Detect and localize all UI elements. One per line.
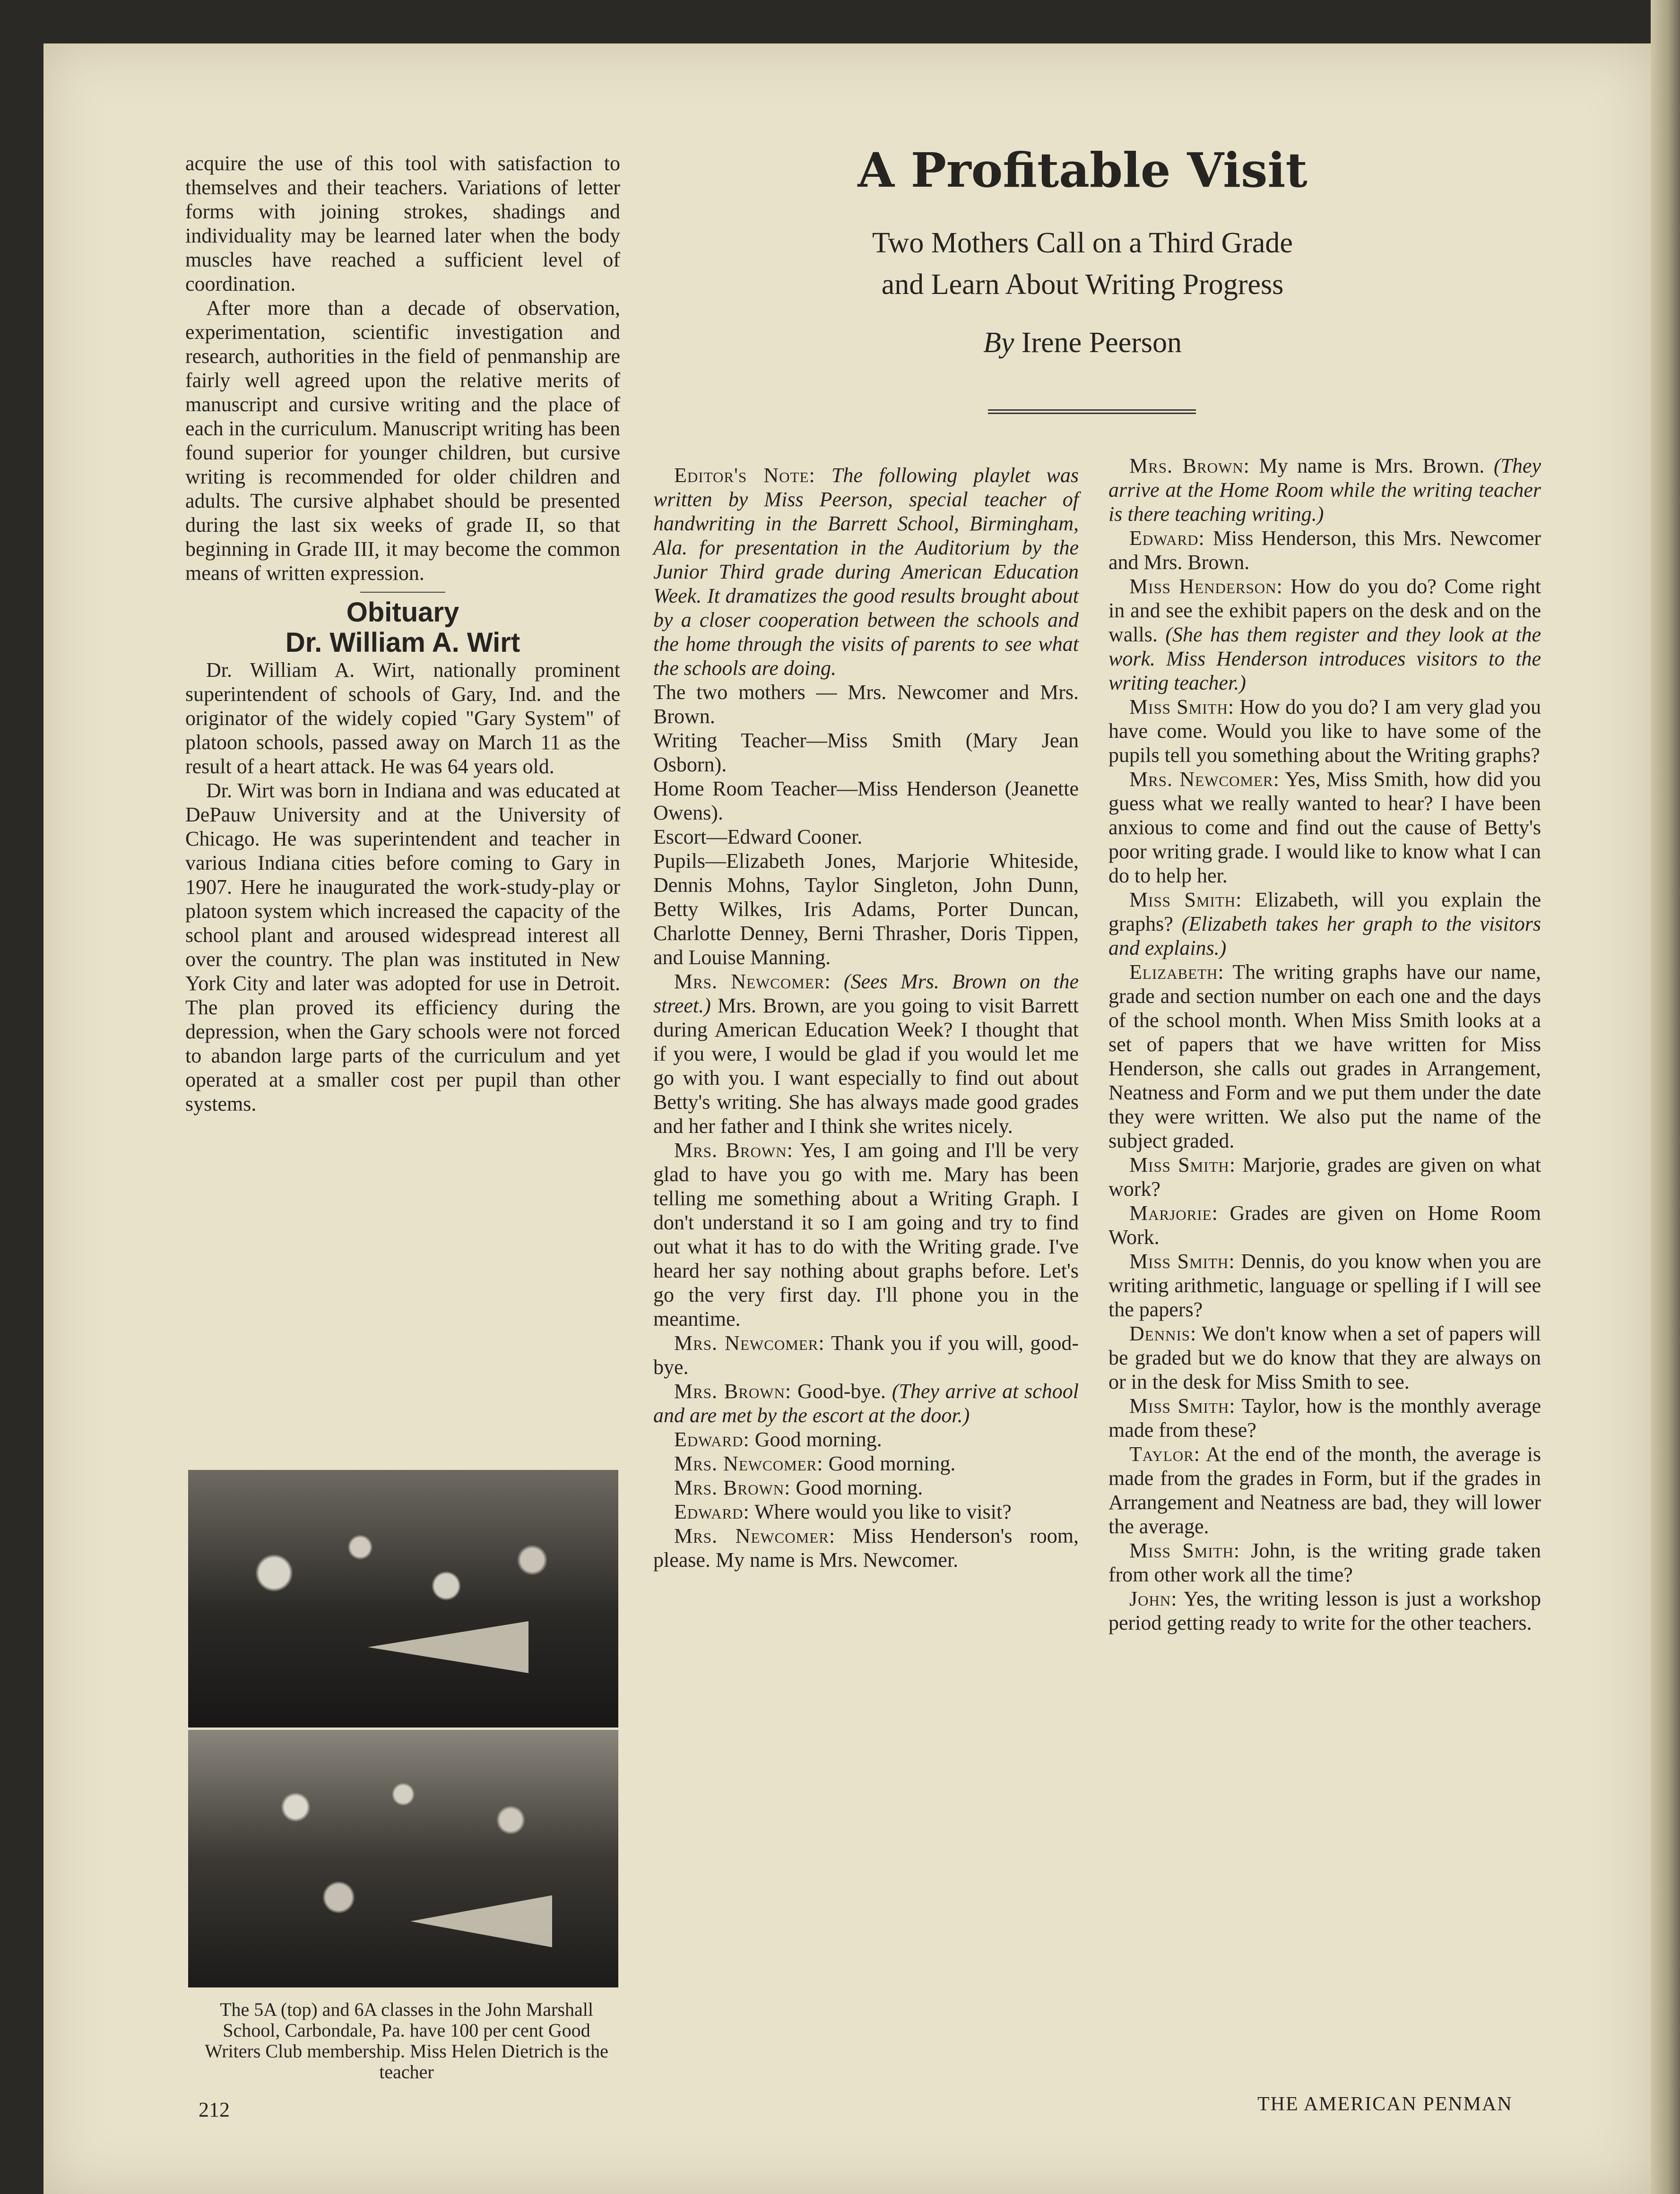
- byline-by: By: [983, 327, 1014, 359]
- dialogue-line: [653, 1379, 1079, 1427]
- dialogue-line: [1108, 1201, 1541, 1249]
- dialogue-text: Yes, Miss Smith, how did you guess what we really wanted to hear? I have been anxious to come and find out the cause of Betty's poor writing grade. I would like to know what I can do to help her.: [1108, 768, 1541, 887]
- dialogue-line: [653, 1138, 1079, 1331]
- speaker: Elizabeth:: [1129, 960, 1224, 984]
- dialogue-text: Good-bye.: [797, 1380, 886, 1403]
- book-spine: [1651, 0, 1680, 2194]
- speaker: Mrs. Newcomer:: [1129, 768, 1280, 791]
- speaker: Taylor:: [1129, 1443, 1201, 1466]
- dialogue-line: [1108, 1153, 1541, 1201]
- speaker: Mrs. Brown:: [674, 1380, 792, 1403]
- speaker: Edward:: [674, 1500, 750, 1523]
- byline-author: Irene Peerson: [1021, 327, 1182, 359]
- left-column: [185, 151, 620, 1116]
- stage-direction: (They arrive at the Home Room while the writing teacher is there teaching writing.): [1108, 454, 1541, 526]
- speaker: Miss Henderson:: [1129, 575, 1283, 598]
- dialogue-line: [653, 1524, 1079, 1572]
- dialogue-line: [1108, 1538, 1541, 1587]
- dialogue-text: John, is the writing grade taken from other work all the time?: [1108, 1539, 1541, 1586]
- speaker: Miss Smith:: [1129, 695, 1235, 718]
- dialogue-line: [1108, 1249, 1541, 1322]
- dialogue-line: [1108, 1442, 1541, 1538]
- dialogue-line: [653, 969, 1079, 1138]
- dialogue-text: Good morning.: [754, 1428, 882, 1451]
- cast-escort: Escort—Edward Cooner.: [653, 825, 863, 848]
- speaker: Edward:: [674, 1428, 750, 1451]
- right-column: [1108, 454, 1541, 1635]
- speaker: Marjorie:: [1129, 1201, 1218, 1225]
- dialogue-line: [653, 1476, 1079, 1500]
- obituary-heading: Obituary: [346, 597, 459, 628]
- cast-home-room-teacher: Home Room Teacher—Miss Henderson (Jeanette Owens).: [653, 777, 1079, 824]
- cast-mothers: The two mothers — Mrs. Newcomer and Mrs. Brown.: [653, 681, 1079, 728]
- dialogue-text: The writing graphs have our name, grade and section number on each one and the days of the school month. When Miss Smith looks at a set of papers that we have written for Miss Henderson, she calls out grades in Arrangement, Neatness and Form and we put them under the date they were written. We also put the name of the subject graded.: [1108, 960, 1541, 1152]
- dialogue-text: We don't know when a set of papers will be graded but we do know that they are always on or in the desk for Miss Smith to see.: [1108, 1322, 1541, 1393]
- dialogue-line: [1108, 1322, 1541, 1394]
- article-title: A Profitable Visit: [857, 142, 1308, 198]
- stage-direction: (She has them register and they look at the work. Miss Henderson introduces visitors to the writing teacher.): [1108, 623, 1541, 694]
- dialogue-text: Where would you like to visit?: [754, 1500, 1012, 1523]
- dialogue-text: Yes, I am going and I'll be very glad to have you go with me. Mary has been telling me something about a Writing Graph. I don't understand it so I am going and try to find out what it has to do with the Writing grade. I've heard her say nothing about graphs before. Let's go the very first day. I'll phone you in the meantime.: [653, 1139, 1079, 1330]
- editors-note-text: The following playlet was written by Miss Peerson, special teacher of handwriting in the Barrett School, Birmingham, Ala. for presentation in the Auditorium by the Junior Third grade during American Education Week. It dramatizes the good results brought about by a closer cooperation between the schools and the home through the visits of parents to see what the schools are doing.: [653, 464, 1079, 680]
- speaker: Mrs. Brown:: [674, 1139, 793, 1162]
- dialogue-text: Dennis, do you know when you are writing arithmetic, language or spelling if I will see the papers?: [1108, 1250, 1541, 1321]
- dialogue-line: [1108, 526, 1541, 574]
- class-photo-6a: [188, 1730, 618, 1987]
- page-number: 212: [199, 2098, 230, 2121]
- dialogue-line: [653, 1451, 1079, 1476]
- dialogue-text: Miss Henderson's room, please. My name is Mrs. Newcomer.: [653, 1524, 1079, 1572]
- stage-direction: (They arrive at school and are met by the escort at the door.): [653, 1380, 1079, 1427]
- subtitle-line-1: Two Mothers Call on a Third Grade: [872, 227, 1293, 259]
- speaker: Mrs. Brown:: [674, 1476, 791, 1499]
- speaker: Mrs. Newcomer:: [674, 970, 831, 993]
- dialogue-text: Grades are given on Home Room Work.: [1108, 1201, 1541, 1249]
- editors-note: [653, 463, 1079, 680]
- article-subtitle: [775, 222, 1390, 305]
- dialogue-text: At the end of the month, the average is made from the grades in Form, but if the grades in Arrangement and Neatness are bad, they will lower the average.: [1108, 1443, 1541, 1538]
- dialogue-line: [653, 1500, 1079, 1524]
- title-rule: [988, 409, 1196, 414]
- pennant-graphic: [368, 1621, 528, 1673]
- speaker: Miss Smith:: [1129, 1153, 1236, 1176]
- dialogue-text: How do you do? I am very glad you have come. Would you like to have some of the pupils tell you something about the Writing graphs?: [1108, 695, 1541, 767]
- dialogue-line: [653, 1427, 1079, 1451]
- dialogue-line: [1108, 960, 1541, 1153]
- dialogue-line: [653, 1331, 1079, 1379]
- stage-direction: (Elizabeth takes her graph to the visitors and explains.): [1108, 912, 1541, 959]
- speaker: Miss Smith:: [1129, 1394, 1236, 1417]
- obituary-rule: [360, 592, 445, 593]
- penmanship-paragraph-2: After more than a decade of observation, experimentation, scientific investigation and research, authorities in the field of penmanship are fairly well agreed upon the relative merits of manuscript and cursive writing and the place of each in the curriculum. Manuscript writing has been found superior for younger children, but cursive writing is recommended for older children and adults. The cursive alphabet should be presented during the last six weeks of grade II, so that beginning in Grade III, it may become the common means of written expression.: [185, 296, 620, 585]
- speaker: Miss Smith:: [1129, 888, 1242, 911]
- dialogue-text: Taylor, how is the monthly average made from these?: [1108, 1394, 1541, 1442]
- dialogue-text: How do you do? Come right in and see the exhibit papers on the desk and on the walls.: [1108, 575, 1541, 646]
- speaker: Miss Smith:: [1129, 1250, 1235, 1273]
- dialogue-text: Good morning.: [796, 1476, 923, 1499]
- running-head: THE AMERICAN PENMAN: [1257, 2093, 1513, 2115]
- obituary-name: Dr. William A. Wirt: [285, 627, 520, 658]
- dialogue-line: [1108, 1587, 1541, 1635]
- dialogue-line: [1108, 767, 1541, 888]
- dialogue-line: [1108, 454, 1541, 526]
- speaker: John:: [1129, 1587, 1178, 1610]
- dialogue-text: Thank you if you will, good-bye.: [653, 1331, 1079, 1379]
- obituary-paragraph-2: Dr. Wirt was born in Indiana and was educated at DePauw University and at the University of Chicago. He was superintendent and teacher in various Indiana cities before coming to Gary in 1907. Here he inaugurated the work-study-play or platoon system which increased the capacity of the school plant and aroused widespread interest all over the country. The plan was instituted in New York City and later was adopted for use in Detroit. The plan proved its efficiency during the depression, when the Gary schools were not forced to abandon large parts of the curriculum and yet operated at a smaller cost per pupil than other systems.: [185, 779, 620, 1115]
- photo-caption: The 5A (top) and 6A classes in the John Marshall School, Carbondale, Pa. have 100 per cent Good Writers Club membership. Miss Helen Dietrich is the teacher: [205, 1999, 608, 2082]
- obituary-paragraph-1: Dr. William A. Wirt, nationally prominent superintendent of schools of Gary, Ind. and the originator of the widely copied "Gary System" of platoon schools, passed away on March 11 as the result of a heart attack. He was 64 years old.: [185, 658, 620, 778]
- speaker: Mrs. Newcomer:: [674, 1524, 836, 1547]
- dialogue-text: Miss Henderson, this Mrs. Newcomer and Mrs. Brown.: [1108, 527, 1541, 574]
- speaker: Edward:: [1129, 527, 1205, 550]
- dialogue-text: Yes, the writing lesson is just a workshop period getting ready to write for the other teachers.: [1108, 1587, 1541, 1634]
- dialogue-line: [1108, 1394, 1541, 1442]
- speaker: Dennis:: [1129, 1322, 1197, 1345]
- middle-column: [653, 463, 1079, 1572]
- dialogue-text: Mrs. Brown, are you going to visit Barrett during American Education Week? I thought that if you were, I would be glad if you would let me go with you. I want especially to find out about Betty's writing. She has always made good grades and her father and I think she writes nicely.: [653, 994, 1079, 1138]
- editors-note-label: Editor's Note:: [674, 464, 815, 487]
- stage-direction: (Sees Mrs. Brown on the street.): [653, 970, 1079, 1017]
- cast-writing-teacher: Writing Teacher—Miss Smith (Mary Jean Osborn).: [653, 729, 1079, 776]
- byline: [775, 326, 1390, 360]
- speaker: Mrs. Newcomer:: [674, 1331, 825, 1355]
- pennant-graphic: [410, 1895, 552, 1947]
- dialogue-text: Marjorie, grades are given on what work?: [1108, 1153, 1541, 1201]
- dialogue-text: My name is Mrs. Brown.: [1259, 454, 1485, 477]
- dialogue-line: [1108, 695, 1541, 767]
- penmanship-paragraph-1: acquire the use of this tool with satisfaction to themselves and their teachers. Variations of letter forms with joining strokes, shadings and individuality may be learned later when the body muscles have reached a sufficient level of coordination.: [185, 152, 620, 295]
- dialogue-text: Good morning.: [828, 1452, 956, 1475]
- dialogue-line: [1108, 574, 1541, 695]
- class-photo-5a: [188, 1470, 618, 1728]
- speaker: Mrs. Brown:: [1129, 454, 1250, 477]
- speaker: Miss Smith:: [1129, 1539, 1240, 1562]
- dialogue-text: Elizabeth, will you explain the graphs?: [1108, 888, 1541, 935]
- subtitle-line-2: and Learn About Writing Progress: [881, 268, 1284, 301]
- dialogue-line: [1108, 888, 1541, 960]
- cast-pupils: Pupils—Elizabeth Jones, Marjorie Whiteside, Dennis Mohns, Taylor Singleton, John Dunn, Betty Wilkes, Iris Adams, Porter Duncan, Charlotte Denney, Berni Thrasher, Doris Tippen, and Louise Manning.: [653, 849, 1079, 969]
- speaker: Mrs. Newcomer:: [674, 1452, 823, 1475]
